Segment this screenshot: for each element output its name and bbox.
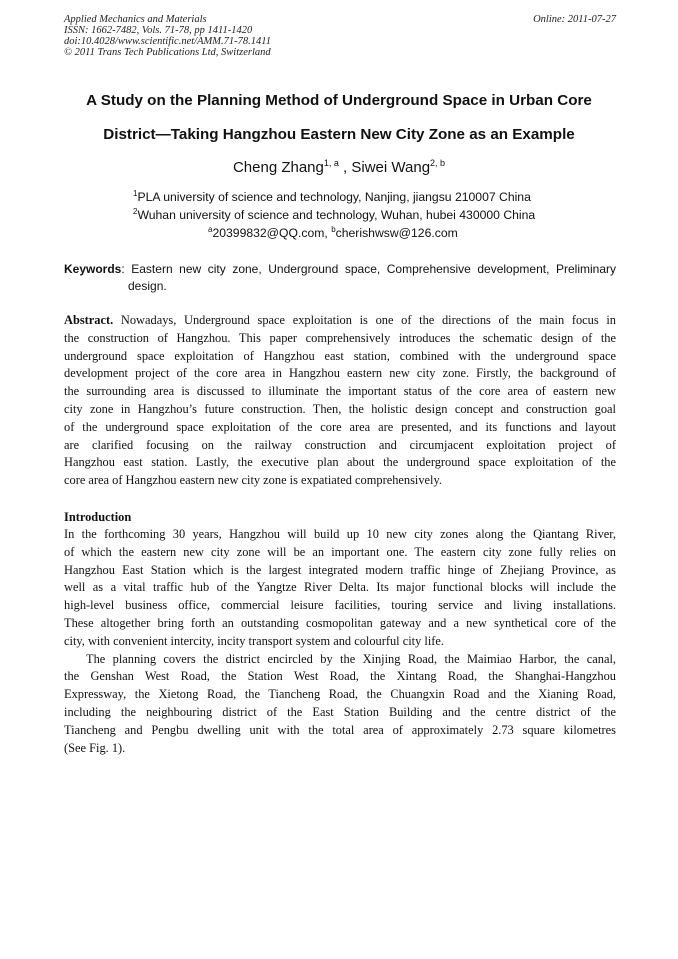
abstract-line: of the underground space exploitation of the core area are presented, and its functions and layout (64, 419, 616, 434)
email-b: cherishwsw@126.com (335, 226, 458, 240)
intro-para1-line: In the forthcoming 30 years, Hangzhou will build up 10 new city zones along the Qiantang River, (64, 527, 616, 541)
intro-para1-line: high-level business office, commercial leisure facilities, touring service and living installations. (64, 598, 616, 613)
abstract-line: the surrounding area is discussed to illuminate the important status of the core area of eastern new (64, 384, 616, 399)
intro-para2-line: including the neighbouring district of the East Station Building and the centre district of the (64, 704, 616, 719)
paper-title-line-2: District—Taking Hangzhou Eastern New City Zone as an Example (103, 126, 575, 143)
intro-para1-line: well as a vital traffic hub of the Yangtze River Delta. Its major functional blocks will include the (64, 580, 616, 595)
affiliation-2-text: Wuhan university of science and technology, Wuhan, hubei 430000 China (137, 208, 536, 222)
email-b-mark: b (331, 225, 336, 234)
introduction-body (64, 526, 616, 757)
author-emails (208, 225, 458, 240)
abstract-line: the construction of Hangzhou. This paper comprehensively introduces the schematic design of the (64, 330, 616, 345)
keywords-text-1: : Eastern new city zone, Underground space, Comprehensive development, Preliminary (121, 262, 616, 276)
affiliation-1-text: PLA university of science and technology, Nanjing, jiangsu 210007 China (137, 190, 531, 204)
intro-para2-line: Tiancheng and Pengbu dwelling unit with the total area of approximately 2.73 square kilometres (64, 722, 616, 737)
copyright-line: © 2011 Trans Tech Publications Ltd, Switzerland (64, 47, 271, 58)
keywords-block (64, 261, 616, 295)
section-heading-introduction: Introduction (64, 510, 132, 524)
intro-para2-line: the Genshan West Road, the Station West Road, the Xintang Road, the Shanghai-Hangzhou (64, 669, 616, 684)
issn-line: ISSN: 1662-7482, Vols. 71-78, pp 1411-1420 (64, 25, 253, 36)
intro-para2-line: Expressway, the Xietong Road, the Tiancheng Road, the Chuangxin Road and the Xianing Road, (64, 687, 616, 702)
running-header (64, 14, 616, 58)
abstract-line-text: Nowadays, Underground space exploitation is one of the directions of the main focus in (113, 313, 616, 327)
intro-para1-line: Hangzhou East Station which is the largest integrated modern traffic hinge of Zhejiang Province, as (64, 562, 616, 577)
affiliation-1 (133, 189, 531, 204)
intro-para1-line: of which the eastern new city zone will be an important one. The eastern city zone fully relies on (64, 544, 616, 559)
intro-para1-line: These altogether bring forth an outstanding cosmopolitan gateway and a new synthetical core of the (64, 615, 616, 630)
email-a-mark: a (208, 225, 213, 234)
affiliation-2-mark: 2 (133, 207, 138, 216)
keywords-label: Keywords (64, 262, 122, 276)
abstract-line: are clarified focusing on the railway construction and circumjacent exploitation project of (64, 437, 616, 452)
intro-para2-line: The planning covers the district encircled by the Xinjing Road, the Maimiao Harbor, the canal, (86, 651, 616, 666)
abstract-line: development project of the core area in Hangzhou eastern new city zone. Firstly, the background of (64, 366, 616, 381)
author-2-affiliation-mark: 2, b (430, 158, 446, 168)
affiliation-1-mark: 1 (133, 189, 138, 198)
keywords-line-1 (64, 261, 616, 278)
email-a: 20399832@QQ.com, (212, 226, 332, 240)
intro-para1-line: city, with convenient intercity, incity transport system and colourful city life. (64, 633, 444, 648)
keywords-line-2: design. (128, 279, 167, 293)
abstract-label: Abstract. (64, 313, 114, 327)
abstract-line: Hangzhou east station. Lastly, the executive plan about the underground space exploitation of the (64, 455, 616, 470)
intro-para2-line: (See Fig. 1). (64, 740, 126, 755)
abstract-line: core area of Hangzhou eastern new city zone is expatiated comprehensively. (64, 473, 442, 488)
paper-title-line-1: A Study on the Planning Method of Underground Space in Urban Core (86, 92, 592, 109)
doi-line: doi:10.4028/www.scientific.net/AMM.71-78.1411 (64, 36, 271, 47)
author-1-affiliation-mark: 1, a (323, 158, 339, 168)
affiliation-2 (133, 207, 535, 222)
author-list (0, 158, 678, 176)
author-1-name: Cheng Zhang (232, 159, 324, 176)
author-separator: , (338, 159, 352, 176)
abstract-block (64, 312, 616, 490)
journal-name: Applied Mechanics and Materials (64, 14, 207, 25)
author-2-name: Siwei Wang (351, 159, 431, 176)
abstract-line: city zone in Hangzhou’s future construction. Then, the holistic design concept and construction goal (64, 401, 616, 416)
abstract-line (64, 312, 616, 330)
abstract-line: underground space exploitation of Hangzhou east station, combined with the underground space (64, 348, 616, 363)
online-date: Online: 2011-07-27 (533, 14, 616, 25)
